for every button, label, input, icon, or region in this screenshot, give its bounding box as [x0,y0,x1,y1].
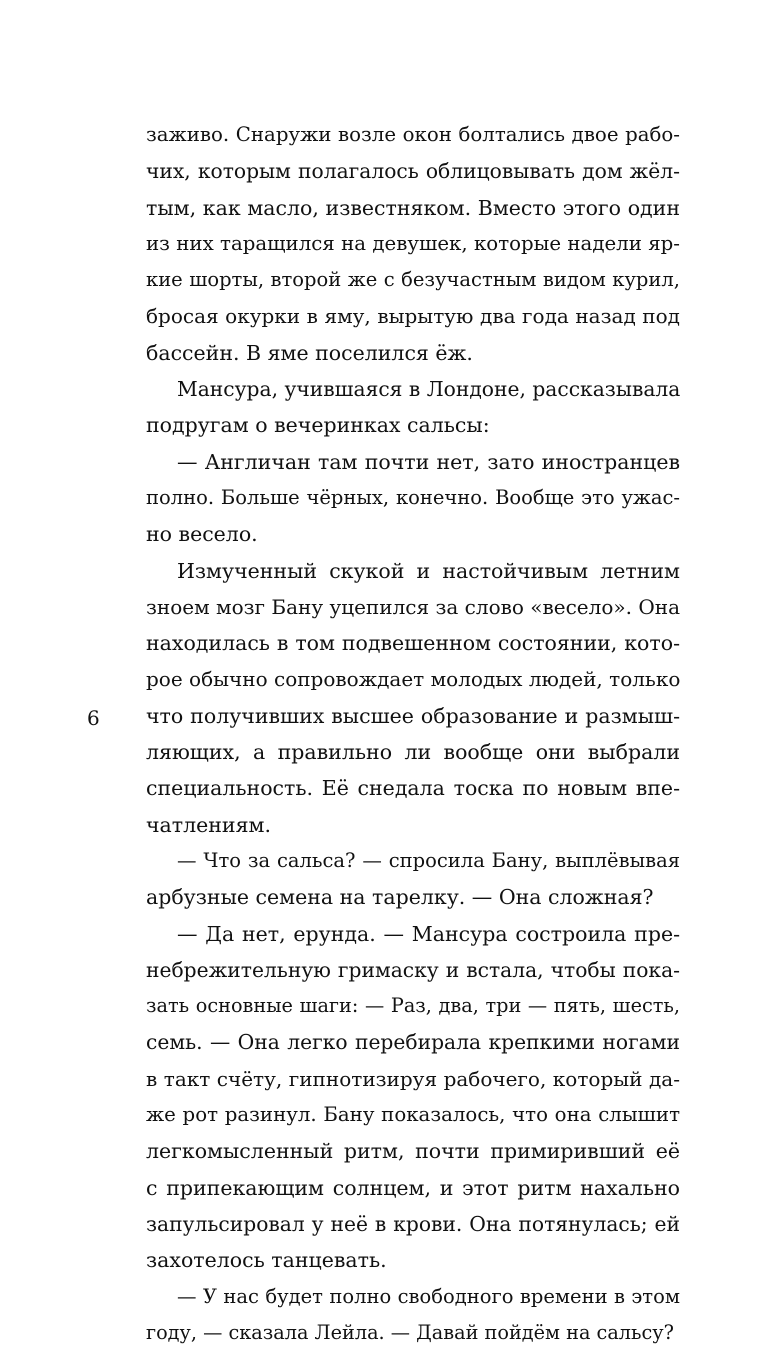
text-line: зать основные шаги: — Раз, два, три — пять, шесть, [146,994,680,1018]
text-line: году, — сказала Лейла. — Давай пойдём на сальсу? [146,1320,674,1344]
text-line: арбузные семена на тарелку. — Она сложная? [146,885,654,910]
text-line: семь. — Она легко перебирала крепкими ногами [146,1030,680,1055]
text-line: бросая окурки в яму, вырытую два года назад под [146,304,680,329]
text-line: в такт счёту, гипнотизируя рабочего, который да- [146,1066,680,1091]
text-line: Измученный скукой и настойчивым летним [177,558,680,583]
text-line: кие шорты, второй же с безучастным видом курил, [146,268,680,292]
text-line: полно. Больше чёрных, конечно. Вообще это ужас- [146,485,680,509]
text-line: рое обычно сопровождает молодых людей, только [146,667,681,692]
text-line: легкомысленный ритм, почти примиривший её [146,1139,680,1164]
text-line: Мансура, учившаяся в Лондоне, рассказывала [177,377,681,402]
text-line: — У нас будет полно свободного времени в этом [177,1284,680,1308]
page-number: 6 [87,706,100,730]
text-line: подругам о вечеринках сальсы: [146,413,490,438]
text-line: зноем мозг Бану уцепился за слово «весело». Она [146,594,680,619]
text-line: запульсировал у неё в крови. Она потянулась; ей [146,1211,680,1236]
body-text [146,117,680,1351]
text-line: чих, которым полагалось облицовывать дом жёл- [146,159,680,184]
text-line: специальность. Её снедала тоска по новым впе- [146,776,680,801]
text-line: — Что за сальса? — спросила Бану, выплёвывая [177,848,680,872]
text-line: но весело. [146,522,258,547]
text-line: ляющих, а правильно ли вообще они выбрали [146,740,680,765]
text-line: заживо. Снаружи возле окон болтались двое рабо- [146,123,680,146]
text-line: захотелось танцевать. [146,1248,387,1273]
text-line: с припекающим солнцем, и этот ритм нахально [146,1175,680,1200]
text-line: — Да нет, ерунда. — Мансура состроила пре- [177,921,680,946]
text-line: из них таращился на девушек, которые надели яр- [146,231,680,255]
text-line: что получивших высшее образование и размыш- [146,703,680,728]
text-line: находилась в том подвешенном состоянии, кото- [146,631,680,656]
text-line: же рот разинул. Бану показалось, что она слышит [146,1103,680,1127]
text-line: чатлениям. [146,812,271,837]
text-line: бассейн. В яме поселился ёж. [146,340,473,365]
text-line: — Англичан там почти нет, зато иностранцев [177,449,680,474]
text-line: небрежительную гримаску и встала, чтобы пока- [146,957,680,982]
text-line: тым, как масло, известняком. Вместо этого один [146,195,680,220]
